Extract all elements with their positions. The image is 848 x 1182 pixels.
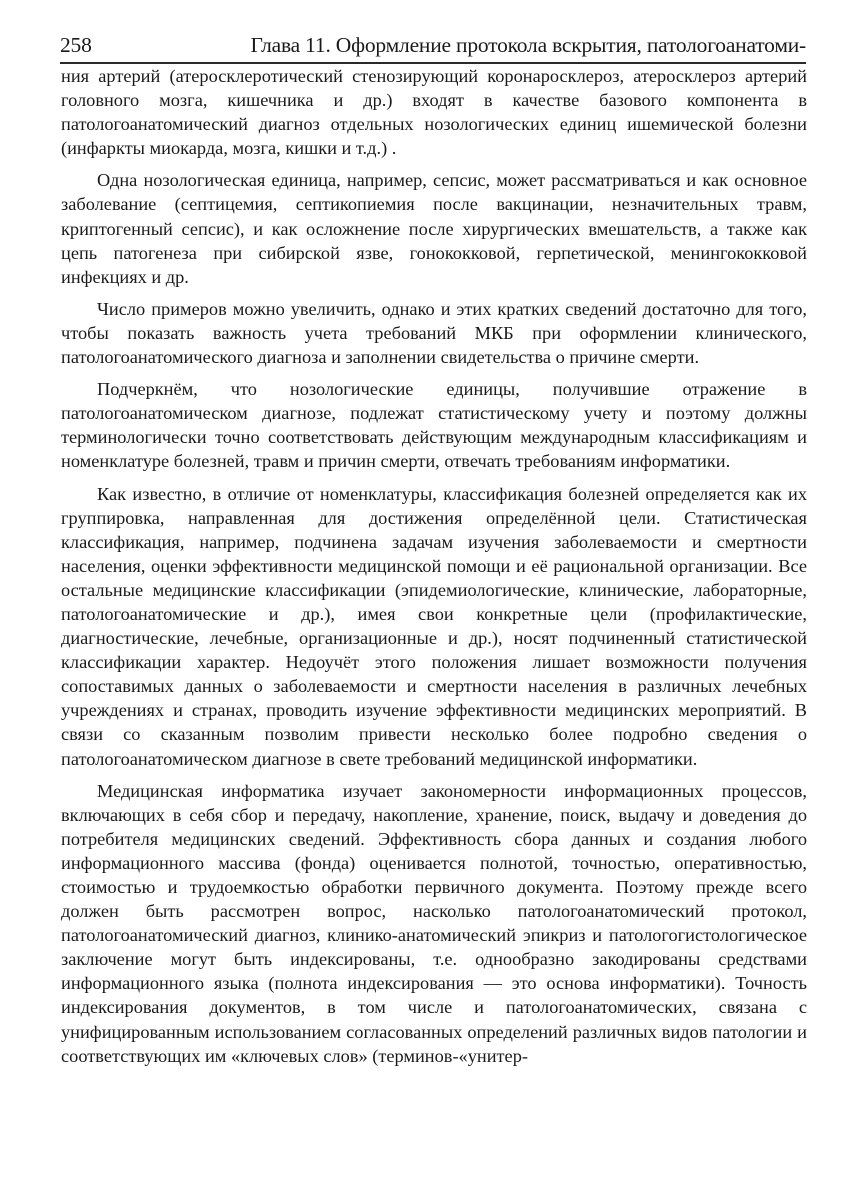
paragraph-classification: Как известно, в отличие от номенклатуры, классификация болезней определяется как их группировка, направленная для достижения определённой цели. Статистическая классификация, например, подчинена задачам изучения заболеваемости и смертности населения, оценки эффективности медицинской помощи и её рациональной организации. Все остальные медицинские классификации (эпидемиологические, клинические, лабораторные, патологоанатомические и др.), имея свои конкретные цели (профилактические, диагностические, лечебные, организационные и др.), носят подчиненный статистической классификации характер. Недоучёт этого положения лишает возможности получения сопоставимых данных о заболеваемости и смертности населения в различных лечебных учреждениях и странах, проводить изучение эффективности медицинских мероприятий. В связи со сказанным позволим привести несколько более подробно сведения о патологоанатомическом диагнозе в свете требований медицинской информатики. [61,483,807,769]
running-header [60,32,806,62]
paragraph-nosological-units: Подчеркнём, что нозологические единицы, получившие отражение в патологоанатомическом диагнозе, подлежат статистическому учету и поэтому должны терминологически точно соответствовать действующим международным классификациям и номенклатуре болезней, травм и причин смерти, отвечать требованиям информатики. [61,379,807,472]
paragraph-medical-informatics: Медицинская информатика изучает закономерности информационных процессов, включающих в себя сбор и передачу, накопление, хранение, поиск, выдачу и доведения до потребителя медицинских сведений. Эффективность сбора данных и создания любого информационного массива (фонда) оценивается полнотой, точностью, оперативностью, стоимостью и трудоемкостью обработки первичного документа. Поэтому прежде всего должен быть рассмотрен вопрос, насколько патологоанатомический протокол, патологоанатомический диагноз, клинико-анатомический эпикриз и патологогистологическое заключение могут быть индексированы, т.е. однообразно закодированы средствами информационного языка (полнота индексирования — это основа информатики). Точность индексирования документов, в том числе и патологоанатомических, связана с унифицированным использованием согласованных определений различных видов патологии и соответствующих им «ключевых слов» (терминов-«унитер- [61,780,807,1066]
page-number: 258 [60,33,92,57]
paragraph-continued: ния артерий (атеросклеротический стенозирующий коронаросклероз, атеросклероз артерий головного мозга, кишечника и др.) входят в качестве базового компонента в патологоанатомический диагноз отдельных нозологических единиц ишемической болезни (инфаркты миокарда, мозга, кишки и т.д.) . [61,66,807,159]
running-title: Глава 11. Оформление протокола вскрытия, патологоанатоми- [250,33,806,57]
body-text [61,64,807,1076]
paragraph-examples: Число примеров можно увеличить, однако и этих кратких сведений достаточно для того, чтобы показать важность учета требований МКБ при оформлении клинического, патологоанатомического диагноза и заполнении свидетельства о причине смерти. [61,298,807,368]
paragraph-sepsis: Одна нозологическая единица, например, сепсис, может рассматриваться и как основное заболевание (септицемия, септикопиемия после вакцинации, незначительных травм, криптогенный сепсис), и как осложнение после хирургических вмешательств, а также как цепь патогенеза при сибирской язве, гонококковой, герпетической, менингококковой инфекциях и др. [61,170,807,287]
